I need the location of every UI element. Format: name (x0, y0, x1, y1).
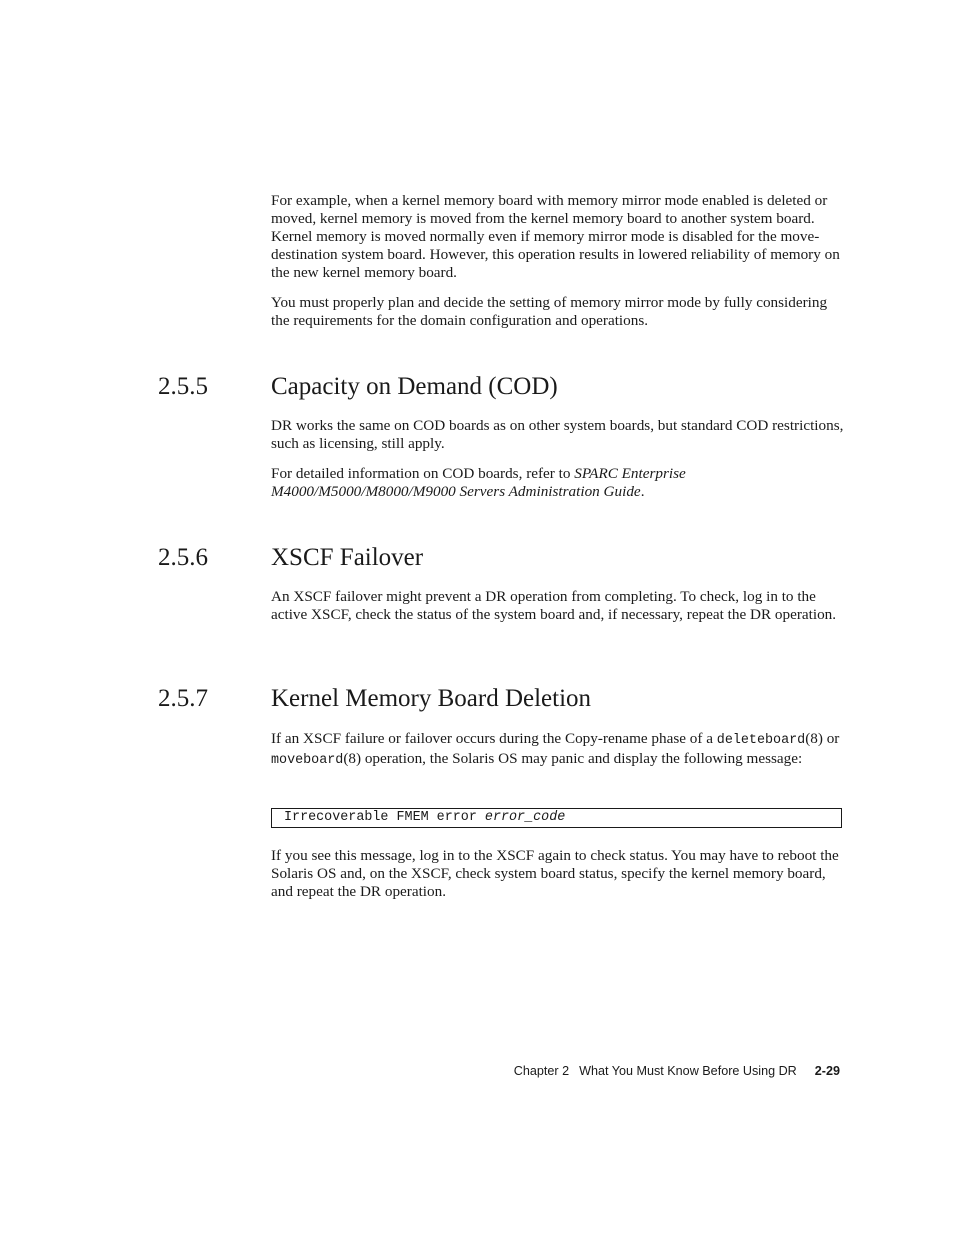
kernel-paragraph-1-lead: If an XSCF failure or failover occurs during the Copy-rename phase of a (271, 730, 717, 747)
kernel-paragraph-1 (271, 730, 846, 770)
cod-paragraph-block (271, 417, 846, 453)
footer-chapter-title: What You Must Know Before Using DR (579, 1064, 797, 1078)
section-heading-xscf-failover (158, 543, 858, 573)
section-number: 2.5.5 (158, 373, 208, 400)
cod-paragraph-2-end: . (640, 483, 645, 500)
code-message-text: Irrecoverable FMEM error (284, 810, 485, 825)
command-deleteboard: deleteboard (716, 733, 806, 748)
cod-paragraph-1: DR works the same on COD boards as on other system boards, but standard COD restrictions, such as licensing, still apply. (271, 417, 844, 452)
footer-page-number: 2-29 (814, 1064, 840, 1078)
intro-paragraph-block (271, 192, 846, 282)
section-title: Capacity on Demand (COD) (271, 373, 558, 400)
man-section-text: (8) or (805, 730, 840, 747)
code-message-variable: error_code (484, 810, 566, 825)
cod-reference-title: SPARC Enterprise M4000/M5000/M8000/M9000 Servers Administration Guide (271, 465, 686, 500)
kernel-paragraph-1-tail: (8) operation, the Solaris OS may panic and display the following message: (343, 750, 803, 767)
intro-paragraph-block-2 (271, 294, 846, 330)
code-message (284, 809, 565, 826)
xscf-paragraph-block (271, 588, 846, 624)
cod-paragraph-2 (271, 465, 846, 501)
section-heading-cod (158, 372, 858, 402)
kernel-paragraph-block (271, 730, 846, 770)
section-number: 2.5.6 (158, 544, 208, 571)
section-title: XSCF Failover (271, 544, 424, 571)
intro-paragraph-2: You must properly plan and decide the setting of memory mirror mode by fully considering the requirements for the domain configuration and operations. (271, 294, 828, 329)
cod-paragraph-block-2 (271, 465, 846, 501)
footer-chapter: Chapter 2 (513, 1064, 570, 1078)
page-footer (420, 1063, 840, 1079)
section-number: 2.5.7 (158, 685, 208, 712)
cod-paragraph-2-lead: For detailed information on COD boards, refer to (271, 465, 575, 482)
section-title: Kernel Memory Board Deletion (271, 685, 592, 712)
section-heading-kernel-memory (158, 684, 858, 714)
command-moveboard: moveboard (271, 753, 344, 768)
intro-paragraph-1: For example, when a kernel memory board with memory mirror mode enabled is deleted or moved, kernel memory is moved from the kernel memory board to another system board. Kernel memory is moved normally even if memory mirror mode is disabled for the move-destination system board. However, this operation results in lowered reliability of memory on the new kernel memory board. (271, 192, 840, 281)
code-message-box (271, 808, 842, 828)
kernel-paragraph-2: If you see this message, log in to the XSCF again to check status. You may have to reboot the Solaris OS and, on the XSCF, check system board status, specify the kernel memory board, and repeat the DR operation. (271, 847, 839, 900)
xscf-paragraph-1: An XSCF failover might prevent a DR operation from completing. To check, log in to the active XSCF, check the status of the system board and, if necessary, repeat the DR operation. (271, 588, 837, 623)
kernel-paragraph-block-2 (271, 847, 846, 901)
